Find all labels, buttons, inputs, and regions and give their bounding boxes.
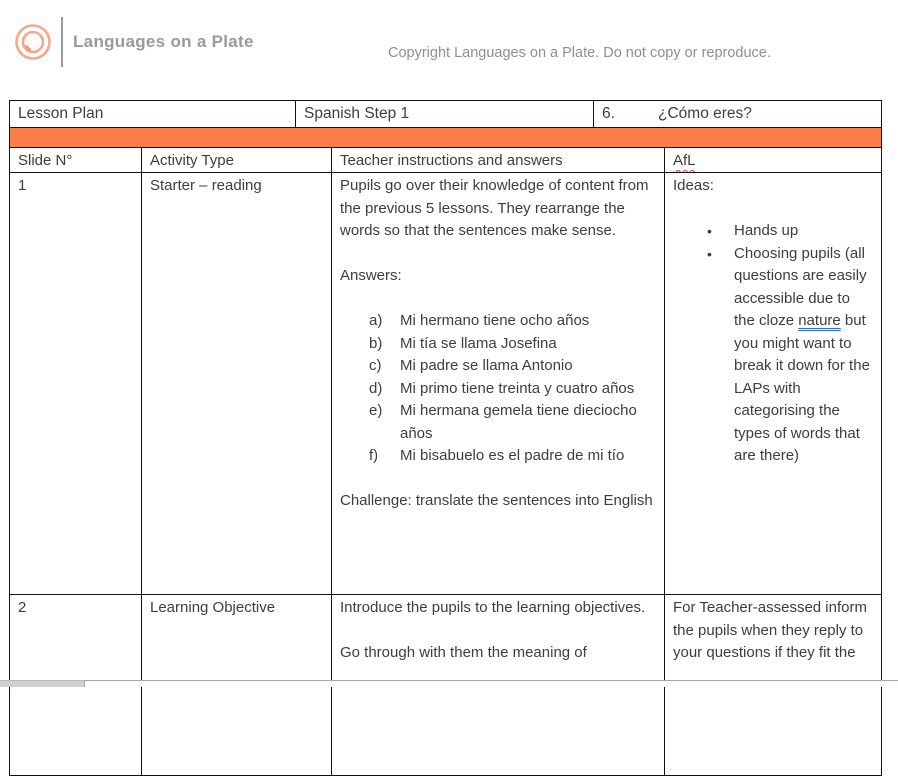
answer-text: Mi bisabuelo es el padre de mi tío [400, 447, 625, 464]
activity-type-cell: Starter – reading [142, 173, 332, 594]
answer-label: e) [369, 402, 383, 419]
answers-label: Answers: [340, 267, 402, 284]
table-title-row [10, 101, 881, 128]
instructions-paragraph: Pupils go over their knowledge of content from the previous 5 lessons. They rearrange the words so that the sentences make sense. [340, 177, 649, 239]
answer-item [369, 310, 656, 333]
col-header-activity: Activity Type [142, 148, 332, 172]
answer-text: Mi tía se llama Josefina [400, 334, 557, 352]
lesson-plan-table [9, 100, 882, 776]
col-header-afl [665, 148, 881, 172]
answer-text: Mi padre se llama Antonio [400, 357, 573, 374]
answer-label: c) [369, 357, 382, 374]
col-header-instructions: Teacher instructions and answers [332, 148, 665, 172]
instructions-paragraph: Go through with them the meaning of [340, 644, 587, 661]
copyright-notice: Copyright Languages on a Plate. Do not copy or reproduce. [388, 45, 771, 61]
bullet-text: Hands up [734, 222, 799, 239]
answer-label: f) [369, 447, 379, 464]
answer-item [369, 355, 656, 378]
answer-text: Mi hermana gemela tiene dieciocho años [400, 402, 637, 442]
grammar-checked-word: nature [798, 312, 841, 329]
slide-number-cell: 1 [10, 173, 142, 594]
bullet-icon: • [707, 223, 712, 239]
title-cell-plan: Lesson Plan [10, 101, 296, 127]
title-cell-course: Spanish Step 1 [296, 101, 594, 127]
bullet-text: Choosing pupils (all questions are easily accessible due to the cloze nature but you might want to break it down for the LAPs with categorising the types of words that are there) [734, 244, 870, 464]
answer-label: b) [369, 334, 383, 352]
activity-type-cell: Learning Objective [142, 595, 332, 775]
bottom-edge [0, 679, 898, 686]
answer-item [369, 378, 656, 401]
orange-accent-row [10, 128, 881, 148]
table-header-row [10, 148, 881, 173]
brand-name: Languages on a Plate [73, 32, 254, 51]
logo-circles-icon [13, 22, 53, 62]
answer-text: Mi primo tiene treinta y cuatro años [400, 379, 635, 397]
instructions-paragraph: Introduce the pupils to the learning objectives. [340, 599, 646, 616]
title-cell-lesson [594, 101, 881, 127]
answer-label: a) [369, 312, 383, 329]
brand-header [13, 17, 254, 67]
slide-number-cell: 2 [10, 595, 142, 775]
lesson-title: ¿Cómo eres? [658, 105, 752, 122]
answer-text: Mi hermano tiene ocho años [400, 312, 590, 329]
answer-label: d) [369, 379, 383, 397]
col-header-slide: Slide N° [10, 148, 142, 172]
answer-item [369, 333, 656, 356]
challenge-text: Challenge: translate the sentences into English [340, 492, 653, 509]
afl-heading: Ideas: [673, 177, 714, 194]
afl-label-spellchecked: AfL [673, 152, 696, 169]
brand-divider [61, 17, 63, 67]
afl-text: For Teacher-assessed inform the pupils when they reply to your questions if they fit the [673, 599, 867, 661]
instructions-cell [332, 173, 665, 594]
list-item [707, 243, 873, 468]
table-row [10, 173, 881, 595]
afl-cell [665, 173, 881, 594]
list-item [707, 220, 873, 243]
lesson-number: 6. [602, 105, 615, 122]
afl-bullet-list [707, 220, 873, 468]
answer-item [369, 400, 656, 445]
answer-item [369, 445, 656, 468]
answers-list [369, 310, 656, 468]
bullet-icon: • [707, 245, 712, 262]
